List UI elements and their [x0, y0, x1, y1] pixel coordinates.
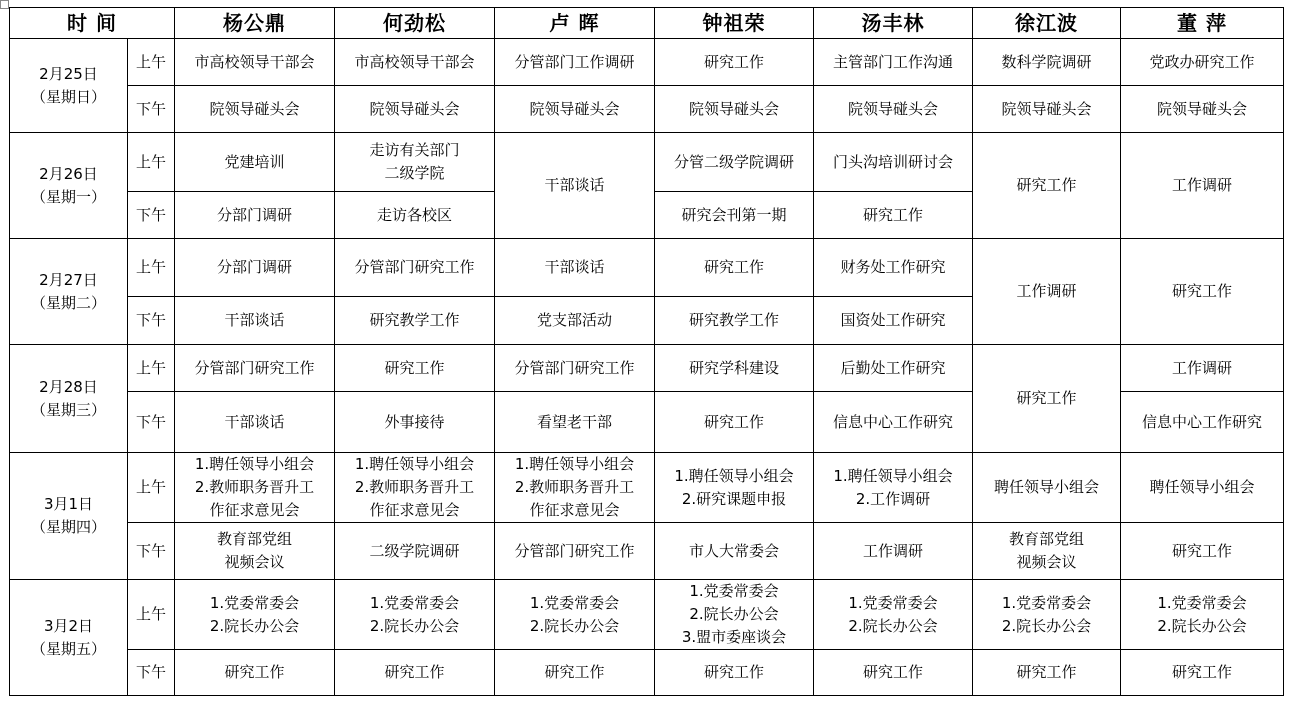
schedule-cell: 研究工作 [973, 650, 1121, 696]
schedule-cell: 分部门调研 [175, 239, 335, 297]
schedule-cell [175, 580, 335, 650]
cell-line: 2.院长办公会 [1157, 616, 1247, 635]
schedule-cell [335, 133, 495, 192]
schedule-cell: 财务处工作研究 [814, 239, 973, 297]
schedule-cell: 研究工作 [1121, 650, 1284, 696]
schedule-cell [175, 453, 335, 523]
cell-line: 2.教师职务晋升工 [194, 478, 315, 496]
period-pm: 下午 [128, 192, 175, 239]
schedule-cell: 市人大常委会 [655, 523, 814, 580]
header-name: 徐江波 [973, 8, 1121, 39]
schedule-cell: 分管部门研究工作 [495, 345, 655, 392]
schedule-cell: 聘任领导小组会 [973, 453, 1121, 523]
cell-line: 视频会议 [224, 553, 285, 571]
cell-line: 1.聘任领导小组会 [354, 455, 475, 473]
schedule-cell: 分管部门研究工作 [335, 239, 495, 297]
schedule-cell: 分管二级学院调研 [655, 133, 814, 192]
cell-line: 1.党委常委会 [1157, 593, 1247, 612]
date-cell [10, 239, 128, 345]
schedule-cell [335, 580, 495, 650]
schedule-cell: 数科学院调研 [973, 39, 1121, 86]
schedule-cell: 门头沟培训研讨会 [814, 133, 973, 192]
schedule-cell: 研究工作 [814, 650, 973, 696]
date-label: 2月28日 [39, 377, 98, 396]
schedule-cell: 研究教学工作 [655, 297, 814, 345]
weekday-label: （星期四） [30, 518, 106, 536]
table-row [10, 239, 1284, 297]
schedule-cell [655, 453, 814, 523]
cell-line: 1.党委常委会 [209, 593, 300, 612]
schedule-cell: 研究工作 [973, 345, 1121, 453]
date-label: 2月25日 [39, 64, 98, 83]
schedule-cell: 市高校领导干部会 [175, 39, 335, 86]
date-label: 3月1日 [43, 495, 94, 513]
period-pm: 下午 [128, 650, 175, 696]
period-pm: 下午 [128, 297, 175, 345]
schedule-cell [814, 453, 973, 523]
table-row [10, 345, 1284, 392]
schedule-cell: 院领导碰头会 [973, 86, 1121, 133]
cell-line: 1.聘任领导小组会 [674, 466, 794, 485]
period-pm: 下午 [128, 523, 175, 580]
weekday-label: （星期五） [30, 639, 106, 658]
cell-line: 1.聘任领导小组会 [194, 455, 315, 473]
cell-line: 2.研究课题申报 [681, 489, 787, 508]
schedule-cell: 信息中心工作研究 [814, 392, 973, 453]
schedule-cell: 院领导碰头会 [814, 86, 973, 133]
period-am: 上午 [128, 239, 175, 297]
header-name: 卢 晖 [495, 8, 655, 39]
schedule-cell: 研究工作 [1121, 523, 1284, 580]
schedule-cell: 研究工作 [973, 133, 1121, 239]
schedule-cell: 干部谈话 [495, 133, 655, 239]
schedule-cell: 党政办研究工作 [1121, 39, 1284, 86]
weekday-label: （星期三） [30, 400, 106, 419]
table-row [10, 133, 1284, 192]
schedule-cell: 国资处工作研究 [814, 297, 973, 345]
table-anchor-icon [0, 0, 9, 9]
header-name: 杨公鼎 [175, 8, 335, 39]
header-name: 董 萍 [1121, 8, 1284, 39]
schedule-cell: 院领导碰头会 [1121, 86, 1284, 133]
schedule-cell: 后勤处工作研究 [814, 345, 973, 392]
schedule-cell: 党建培训 [175, 133, 335, 192]
period-am: 上午 [128, 453, 175, 523]
weekday-label: （星期日） [30, 87, 106, 106]
schedule-cell: 干部谈话 [495, 239, 655, 297]
schedule-cell: 分部门调研 [175, 192, 335, 239]
table-row [10, 650, 1284, 696]
schedule-cell: 院领导碰头会 [335, 86, 495, 133]
cell-line: 2.院长办公会 [369, 616, 460, 635]
cell-line: 1.聘任领导小组会 [833, 466, 953, 485]
cell-line: 走访有关部门 [369, 141, 460, 159]
date-label: 3月2日 [43, 616, 94, 635]
schedule-cell [495, 453, 655, 523]
table-row [10, 39, 1284, 86]
period-pm: 下午 [128, 86, 175, 133]
schedule-cell: 研究工作 [655, 239, 814, 297]
schedule-cell: 市高校领导干部会 [335, 39, 495, 86]
cell-line: 2.院长办公会 [1001, 616, 1092, 635]
schedule-cell: 工作调研 [814, 523, 973, 580]
cell-line: 作征求意见会 [529, 501, 620, 519]
schedule-cell: 分管部门研究工作 [495, 523, 655, 580]
schedule-cell: 研究工作 [495, 650, 655, 696]
schedule-cell: 工作调研 [973, 239, 1121, 345]
schedule-cell: 研究工作 [1121, 239, 1284, 345]
schedule-cell: 院领导碰头会 [175, 86, 335, 133]
schedule-cell: 研究工作 [335, 345, 495, 392]
schedule-cell: 干部谈话 [175, 297, 335, 345]
schedule-cell [495, 580, 655, 650]
header-name: 钟祖荣 [655, 8, 814, 39]
schedule-cell: 走访各校区 [335, 192, 495, 239]
leadership-schedule-table [9, 7, 1284, 696]
period-pm: 下午 [128, 392, 175, 453]
cell-line: 1.聘任领导小组会 [514, 455, 635, 473]
header-row [10, 8, 1284, 39]
schedule-cell: 研究学科建设 [655, 345, 814, 392]
period-am: 上午 [128, 133, 175, 192]
schedule-cell: 党支部活动 [495, 297, 655, 345]
cell-line: 教育部党组 [1008, 530, 1084, 548]
cell-line: 2.教师职务晋升工 [354, 478, 475, 496]
schedule-cell: 信息中心工作研究 [1121, 392, 1284, 453]
header-time: 时 间 [10, 8, 175, 39]
date-cell [10, 580, 128, 696]
schedule-cell: 研究工作 [655, 392, 814, 453]
schedule-cell: 主管部门工作沟通 [814, 39, 973, 86]
date-label: 2月27日 [39, 270, 98, 289]
schedule-cell: 研究工作 [655, 39, 814, 86]
cell-line: 2.院长办公会 [529, 616, 620, 635]
cell-line: 2.教师职务晋升工 [514, 478, 635, 496]
schedule-cell [655, 580, 814, 650]
schedule-cell [175, 523, 335, 580]
date-cell [10, 133, 128, 239]
table-row [10, 453, 1284, 523]
cell-line: 作征求意见会 [369, 501, 460, 519]
schedule-cell: 院领导碰头会 [655, 86, 814, 133]
date-cell [10, 39, 128, 133]
cell-line: 教育部党组 [216, 530, 292, 548]
schedule-cell: 研究工作 [655, 650, 814, 696]
header-name: 何劲松 [335, 8, 495, 39]
date-label: 2月26日 [39, 164, 98, 183]
cell-line: 2.院长办公会 [689, 605, 779, 623]
period-am: 上午 [128, 580, 175, 650]
period-am: 上午 [128, 39, 175, 86]
schedule-cell [973, 523, 1121, 580]
header-name: 汤丰林 [814, 8, 973, 39]
cell-line: 视频会议 [1016, 553, 1077, 571]
cell-line: 2.工作调研 [855, 489, 931, 508]
date-cell [10, 453, 128, 580]
schedule-cell: 工作调研 [1121, 133, 1284, 239]
schedule-cell: 外事接待 [335, 392, 495, 453]
schedule-cell: 研究工作 [335, 650, 495, 696]
schedule-cell: 研究工作 [814, 192, 973, 239]
schedule-cell [1121, 580, 1284, 650]
weekday-label: （星期一） [30, 187, 106, 206]
schedule-cell: 研究教学工作 [335, 297, 495, 345]
period-am: 上午 [128, 345, 175, 392]
schedule-cell [335, 453, 495, 523]
schedule-cell [814, 580, 973, 650]
schedule-cell: 研究会刊第一期 [655, 192, 814, 239]
cell-line: 2.院长办公会 [209, 616, 300, 635]
schedule-cell: 聘任领导小组会 [1121, 453, 1284, 523]
cell-line: 1.党委常委会 [848, 593, 938, 612]
schedule-cell [973, 580, 1121, 650]
weekday-label: （星期二） [30, 293, 106, 312]
cell-line: 二级学院 [384, 164, 445, 182]
table-row [10, 86, 1284, 133]
table-row [10, 580, 1284, 650]
schedule-cell: 二级学院调研 [335, 523, 495, 580]
schedule-cell: 干部谈话 [175, 392, 335, 453]
cell-line: 1.党委常委会 [369, 593, 460, 612]
cell-line: 3.盟市委座谈会 [681, 628, 787, 646]
cell-line: 1.党委常委会 [1001, 593, 1092, 612]
schedule-cell: 研究工作 [175, 650, 335, 696]
cell-line: 1.党委常委会 [689, 582, 779, 600]
schedule-cell: 看望老干部 [495, 392, 655, 453]
cell-line: 1.党委常委会 [529, 593, 620, 612]
schedule-cell: 分管部门工作调研 [495, 39, 655, 86]
schedule-cell: 工作调研 [1121, 345, 1284, 392]
schedule-cell: 分管部门研究工作 [175, 345, 335, 392]
date-cell [10, 345, 128, 453]
cell-line: 作征求意见会 [209, 501, 300, 519]
schedule-cell: 院领导碰头会 [495, 86, 655, 133]
cell-line: 2.院长办公会 [848, 616, 938, 635]
table-row [10, 523, 1284, 580]
